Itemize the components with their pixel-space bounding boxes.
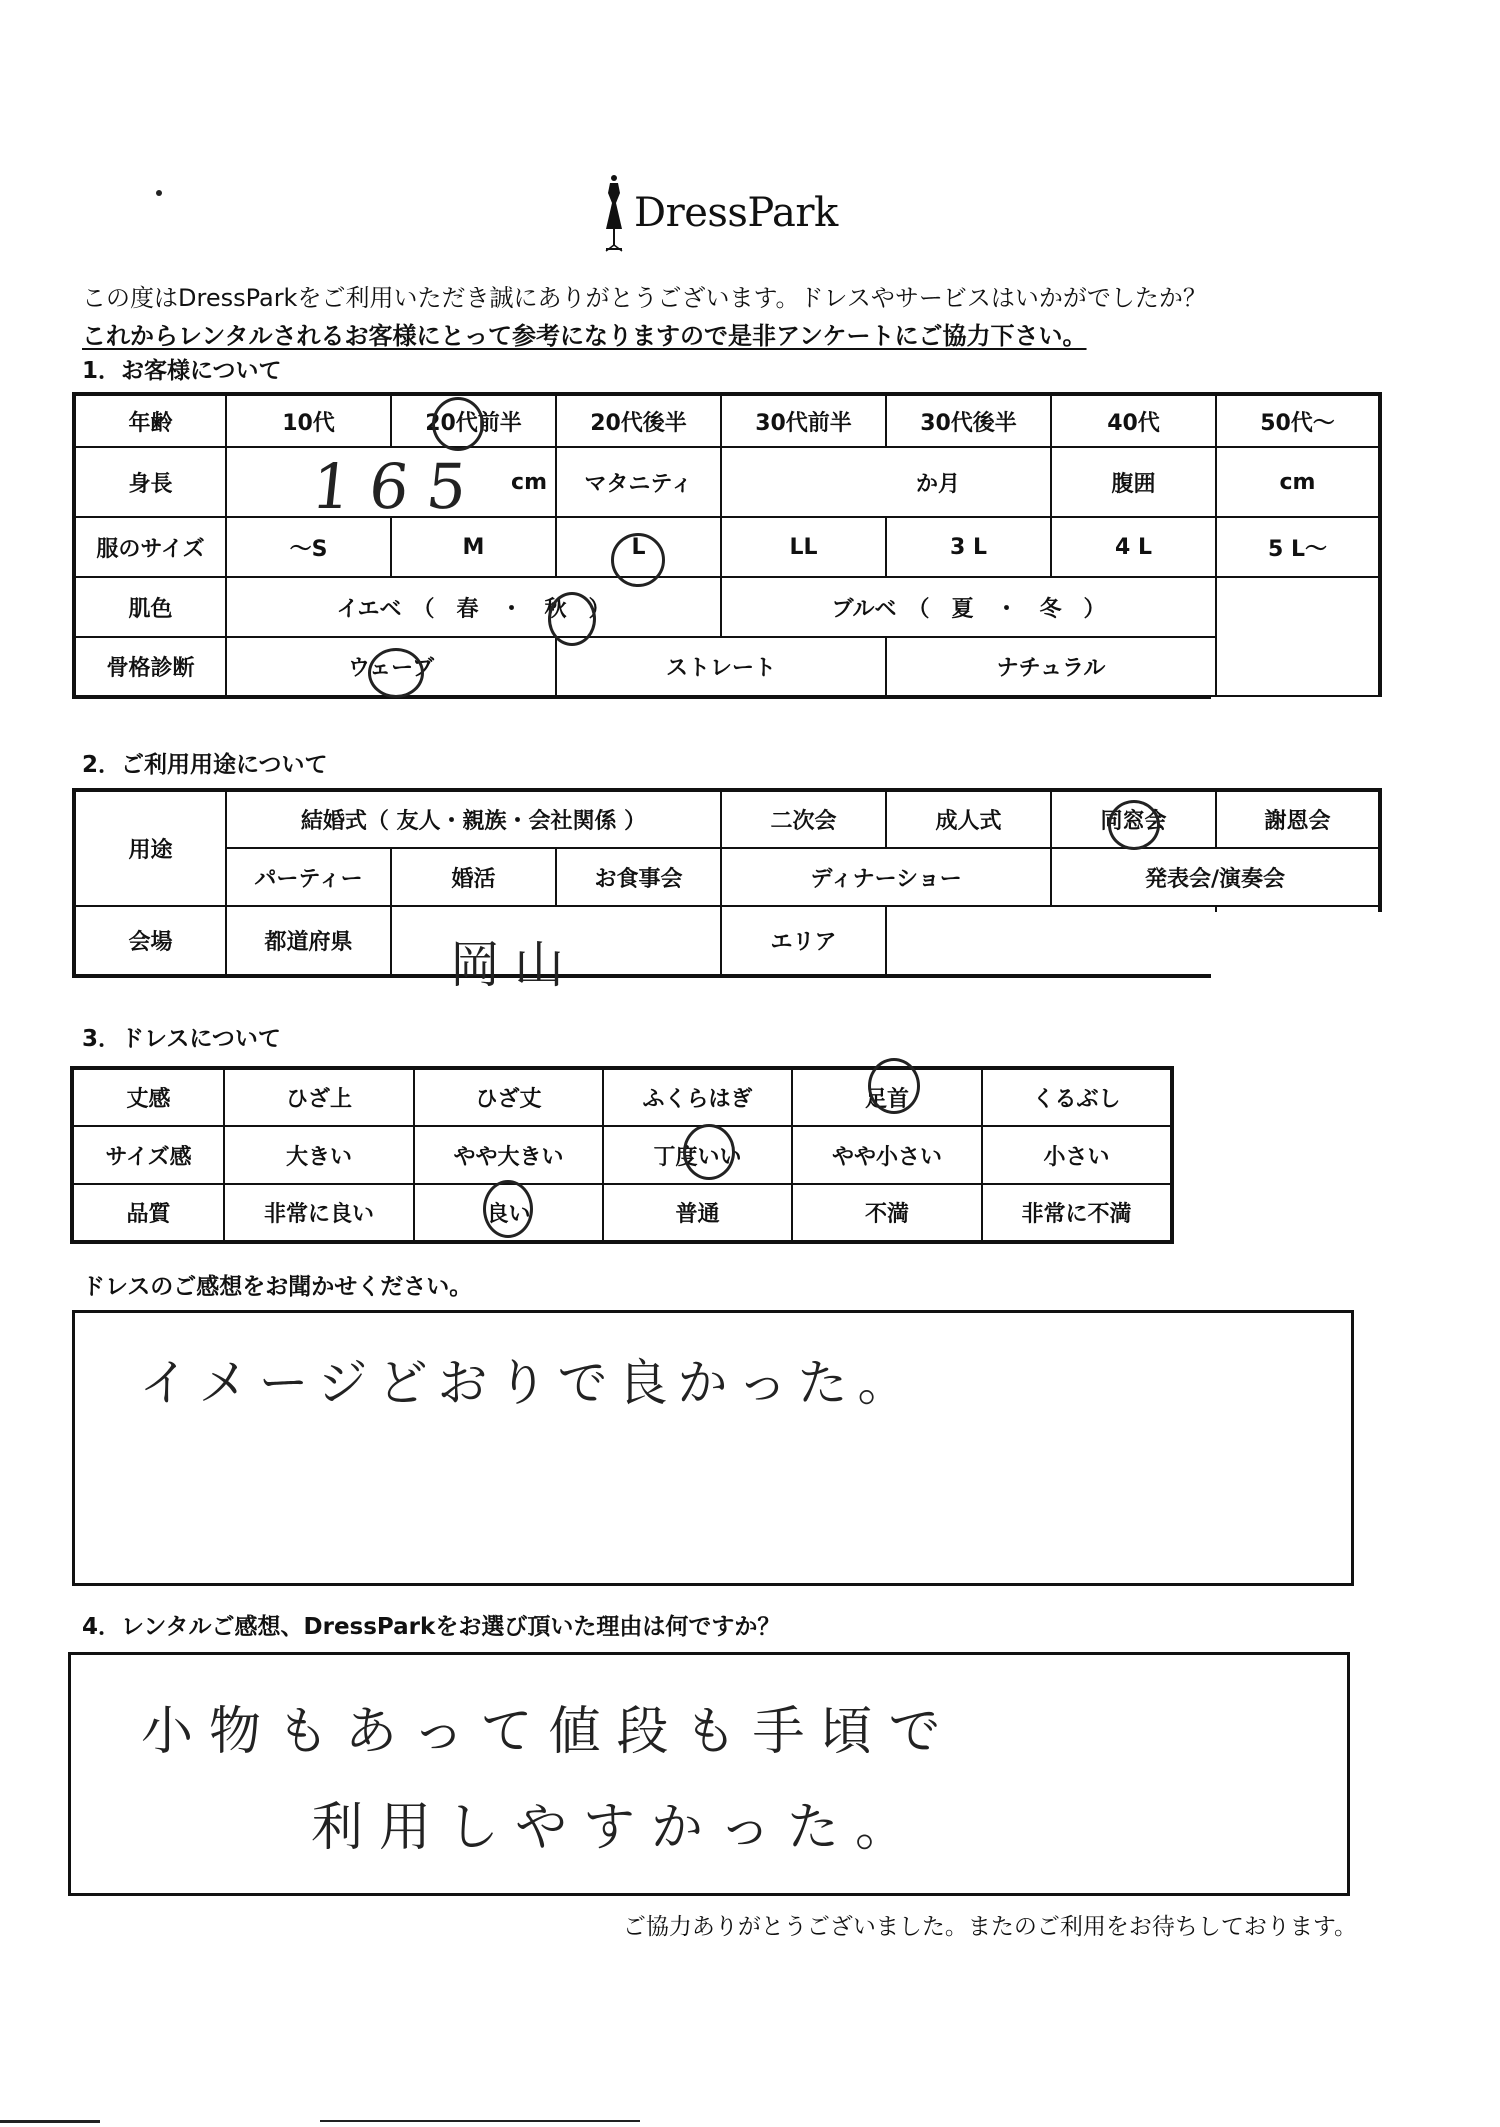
frame-row — [74, 637, 1380, 697]
frame-selection-circle — [368, 648, 424, 698]
length-option[interactable]: くるぶし — [982, 1068, 1172, 1126]
thanks-text: ご協力ありがとうございました。またのご利用をお待ちしております。 — [622, 1914, 1357, 1940]
age-option[interactable]: 50代〜 — [1216, 394, 1380, 447]
age-selection-circle — [432, 397, 484, 451]
rental-comment-line1: 小物もあって値段も手頃で — [141, 1702, 957, 1762]
dress-comment-prompt: ドレスのご感想をお聞かせください。 — [82, 1274, 473, 1300]
size-option[interactable]: 〜S — [226, 517, 391, 577]
age-row — [74, 394, 1380, 447]
scan-speck — [156, 190, 162, 196]
rental-comment-box[interactable] — [68, 1652, 1350, 1896]
table-gap — [1211, 697, 1383, 721]
intro-text: この度はDressParkをご利用いただき誠にありがとうございます。ドレスやサービスはいかがでしたか？ — [82, 284, 1207, 312]
prefecture-handwritten: 岡山 — [450, 936, 578, 994]
size-option[interactable]: 3 L — [886, 517, 1051, 577]
purpose-option[interactable]: 二次会 — [721, 790, 886, 848]
scan-edge-mark — [0, 2120, 100, 2123]
quality-option-selected[interactable]: 良い — [414, 1184, 603, 1242]
age-option[interactable]: 40代 — [1051, 394, 1216, 447]
purpose-option[interactable]: 成人式 — [886, 790, 1051, 848]
quality-option[interactable]: 普通 — [603, 1184, 792, 1242]
age-option[interactable]: 30代前半 — [721, 394, 886, 447]
length-label: 丈感 — [72, 1068, 224, 1126]
purpose-option[interactable]: ディナーショー — [721, 848, 1051, 906]
prefecture-label: 都道府県 — [226, 906, 391, 976]
height-handwritten: 165 — [308, 450, 489, 523]
fit-label: サイズ感 — [72, 1126, 224, 1184]
section3-title: 3．ドレスについて — [82, 1026, 281, 1052]
age-option[interactable]: 20代後半 — [556, 394, 721, 447]
dress-comment-box[interactable] — [72, 1310, 1354, 1586]
purpose-option[interactable]: 結婚式（ 友人・親族・会社関係 ） — [226, 790, 721, 848]
age-option-selected[interactable]: 20代前半 — [391, 394, 556, 447]
purpose-label: 用途 — [74, 790, 226, 906]
customer-table — [72, 392, 1382, 699]
venue-label: 会場 — [74, 906, 226, 976]
section4-title: 4．レンタルご感想、DressParkをお選び頂いた理由は何ですか？ — [82, 1614, 781, 1640]
skin-blue-base[interactable]: ブルベ （ 夏 ・ 冬 ） — [721, 577, 1216, 637]
dress-comment-handwritten: イメージどおりで良かった。 — [139, 1354, 918, 1412]
size-label: 服のサイズ — [74, 517, 226, 577]
height-row — [74, 447, 1380, 517]
purpose-option[interactable]: 謝恩会 — [1216, 790, 1380, 848]
length-option[interactable]: ふくらはぎ — [603, 1068, 792, 1126]
size-option[interactable]: 5 L〜 — [1216, 517, 1380, 577]
frame-option[interactable]: ナチュラル — [886, 637, 1216, 697]
quality-label: 品質 — [72, 1184, 224, 1242]
purpose-option[interactable]: お食事会 — [556, 848, 721, 906]
frame-option-selected[interactable]: ウェーブ — [226, 637, 556, 697]
table-gap — [1211, 912, 1383, 994]
fit-option[interactable]: やや小さい — [792, 1126, 982, 1184]
brand-logo — [600, 168, 838, 258]
quality-option[interactable]: 非常に良い — [224, 1184, 414, 1242]
height-unit: cm — [511, 469, 547, 495]
purpose-selection-circle — [1108, 800, 1160, 850]
quality-option[interactable]: 不満 — [792, 1184, 982, 1242]
intro-request: これからレンタルされるお客様にとって参考になりますので是非アンケートにご協力下さい。 — [82, 322, 1087, 350]
size-option[interactable]: 4 L — [1051, 517, 1216, 577]
fit-option-selected[interactable]: 丁度いい — [603, 1126, 792, 1184]
waist-label: 腹囲 — [1051, 447, 1216, 517]
purpose-option-selected[interactable]: 同窓会 — [1051, 790, 1216, 848]
waist-unit: cm — [1279, 469, 1316, 495]
area-label: エリア — [721, 906, 886, 976]
length-option-selected[interactable]: 足首 — [792, 1068, 982, 1126]
fit-option[interactable]: 小さい — [982, 1126, 1172, 1184]
frame-option[interactable]: ストレート — [556, 637, 886, 697]
skin-row — [74, 577, 1380, 637]
quality-option[interactable]: 非常に不満 — [982, 1184, 1172, 1242]
purpose-option[interactable]: パーティー — [226, 848, 391, 906]
purpose-option[interactable]: 婚活 — [391, 848, 556, 906]
skin-yellow-base[interactable]: イエベ （ 春 ・ 秋 ） — [226, 577, 721, 637]
size-option[interactable]: LL — [721, 517, 886, 577]
dress-form-icon — [600, 173, 628, 253]
section2-title: 2．ご利用用途について — [82, 752, 328, 778]
age-option[interactable]: 10代 — [226, 394, 391, 447]
age-option[interactable]: 30代後半 — [886, 394, 1051, 447]
maternity-label: マタニティ — [556, 447, 721, 517]
purpose-option[interactable]: 発表会/演奏会 — [1051, 848, 1380, 906]
size-option[interactable]: M — [391, 517, 556, 577]
months-unit: か月 — [915, 471, 960, 497]
length-option[interactable]: ひざ上 — [224, 1068, 414, 1126]
age-label: 年齢 — [74, 394, 226, 447]
skin-label: 肌色 — [74, 577, 226, 637]
length-option[interactable]: ひざ丈 — [414, 1068, 603, 1126]
waist-field[interactable] — [1216, 447, 1380, 517]
fit-option[interactable]: やや大きい — [414, 1126, 603, 1184]
scan-edge-mark — [320, 2120, 640, 2122]
rental-comment-line2: 利用しやすかった。 — [311, 1798, 924, 1858]
fit-option[interactable]: 大きい — [224, 1126, 414, 1184]
skin-selection-circle — [548, 592, 596, 646]
height-label: 身長 — [74, 447, 226, 517]
section1-title: 1．お客様について — [82, 358, 282, 384]
dress-table — [70, 1066, 1174, 1244]
fit-selection-circle — [683, 1124, 735, 1180]
usage-table — [72, 788, 1382, 978]
area-field[interactable] — [886, 906, 1216, 976]
length-selection-circle — [868, 1058, 920, 1114]
quality-selection-circle — [483, 1180, 533, 1238]
brand-name: DressPark — [634, 190, 838, 236]
maternity-field[interactable] — [721, 447, 1051, 517]
size-option-selected[interactable]: L — [556, 517, 721, 577]
size-row — [74, 517, 1380, 577]
frame-label: 骨格診断 — [74, 637, 226, 697]
size-selection-circle — [611, 533, 665, 587]
